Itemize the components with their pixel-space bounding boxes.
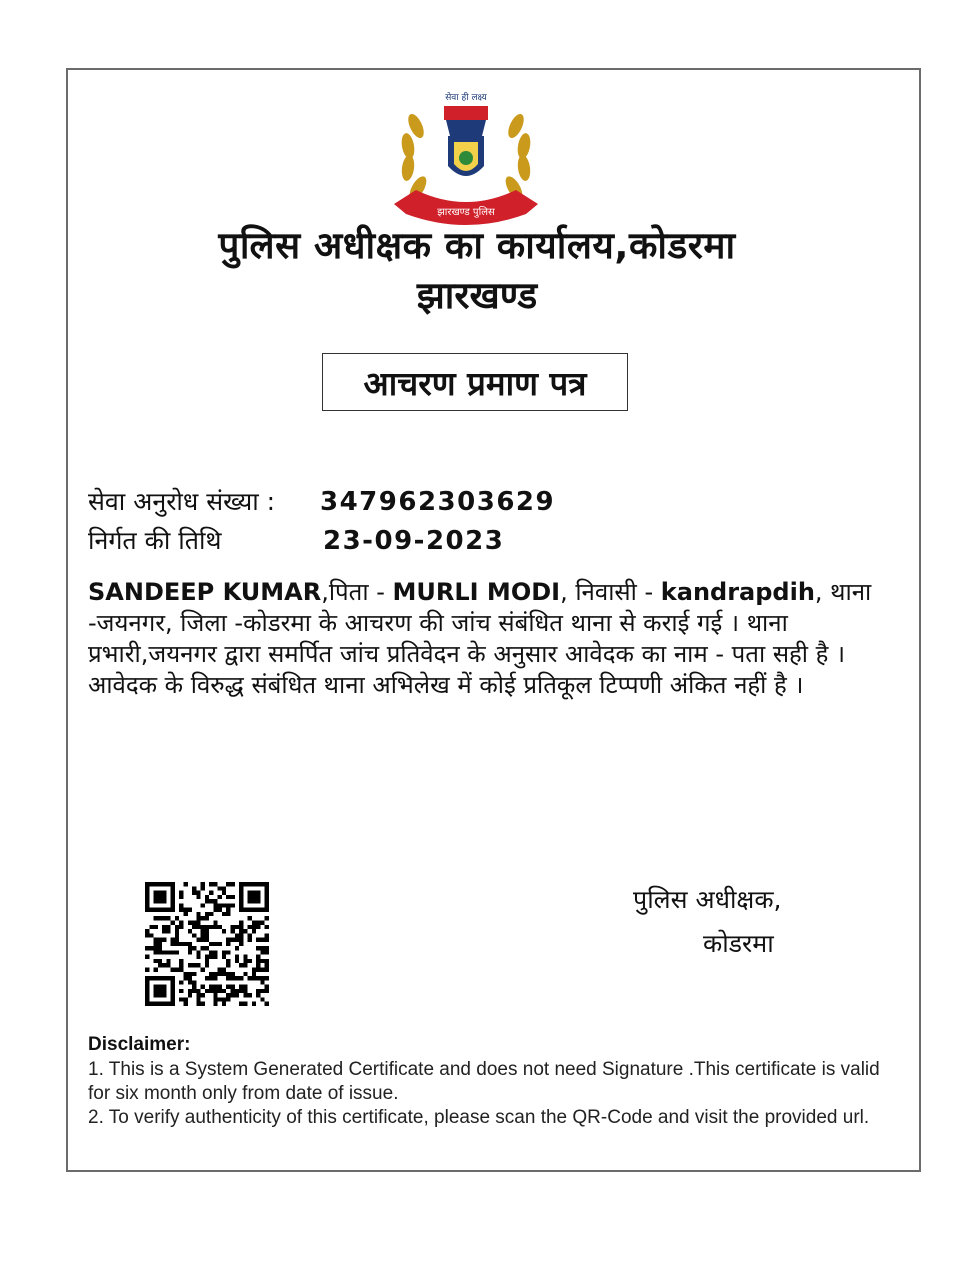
applicant-name: SANDEEP KUMAR bbox=[88, 578, 322, 606]
state-title: झारखण्ड bbox=[416, 274, 538, 317]
disclaimer-line-1: 1. This is a System Generated Certificate and does not need Signature .This certificate is valid for six month only from date of issue. bbox=[88, 1059, 880, 1104]
certificate-body bbox=[88, 577, 878, 701]
signatory-designation: पुलिस अधीक्षक, bbox=[633, 885, 782, 914]
service-request-row bbox=[88, 484, 555, 518]
disclaimer-text bbox=[88, 1058, 888, 1130]
father-name: MURLI MODI bbox=[392, 578, 561, 606]
emblem-motto: सेवा ही लक्ष्य bbox=[445, 93, 487, 103]
emblem-ribbon-text: झारखण्ड पुलिस bbox=[437, 207, 495, 218]
body-rest: , थाना -जयनगर, जिला -कोडरमा के आचरण की जांच संबंधित थाना से कराई गई । थाना प्रभारी,जयनगर द्वारा समर्पित जांच प्रतिवेदन के अनुसार आवेदक का नाम - पता सही है । आवेदक के विरुद्ध संबंधित थाना अभिलेख में कोई प्रतिकूल टिप्पणी अंकित नहीं है । bbox=[88, 578, 872, 699]
issue-date-value: 23-09-2023 bbox=[323, 526, 505, 556]
service-request-label: सेवा अनुरोध संख्या : bbox=[88, 487, 276, 516]
service-request-value: 347962303629 bbox=[320, 487, 556, 517]
resident-label: , निवासी - bbox=[560, 578, 661, 606]
disclaimer-line-2: 2. To verify authenticity of this certificate, please scan the QR-Code and visit the provided url. bbox=[88, 1107, 870, 1128]
disclaimer-heading: Disclaimer: bbox=[88, 1034, 191, 1055]
issue-date-row bbox=[88, 523, 504, 557]
village-name: kandrapdih bbox=[660, 578, 815, 606]
issue-date-label: निर्गत की तिथि bbox=[88, 526, 222, 555]
father-label: ,पिता - bbox=[321, 578, 393, 606]
signatory-district: कोडरमा bbox=[703, 929, 774, 958]
certificate-title: आचरण प्रमाण पत्र bbox=[363, 363, 587, 403]
office-title: पुलिस अधीक्षक का कार्यालय,कोडरमा bbox=[218, 224, 736, 267]
certificate-title-box bbox=[322, 353, 628, 411]
qr-code-icon[interactable] bbox=[145, 882, 269, 1006]
jharkhand-police-emblem-icon bbox=[386, 86, 546, 231]
